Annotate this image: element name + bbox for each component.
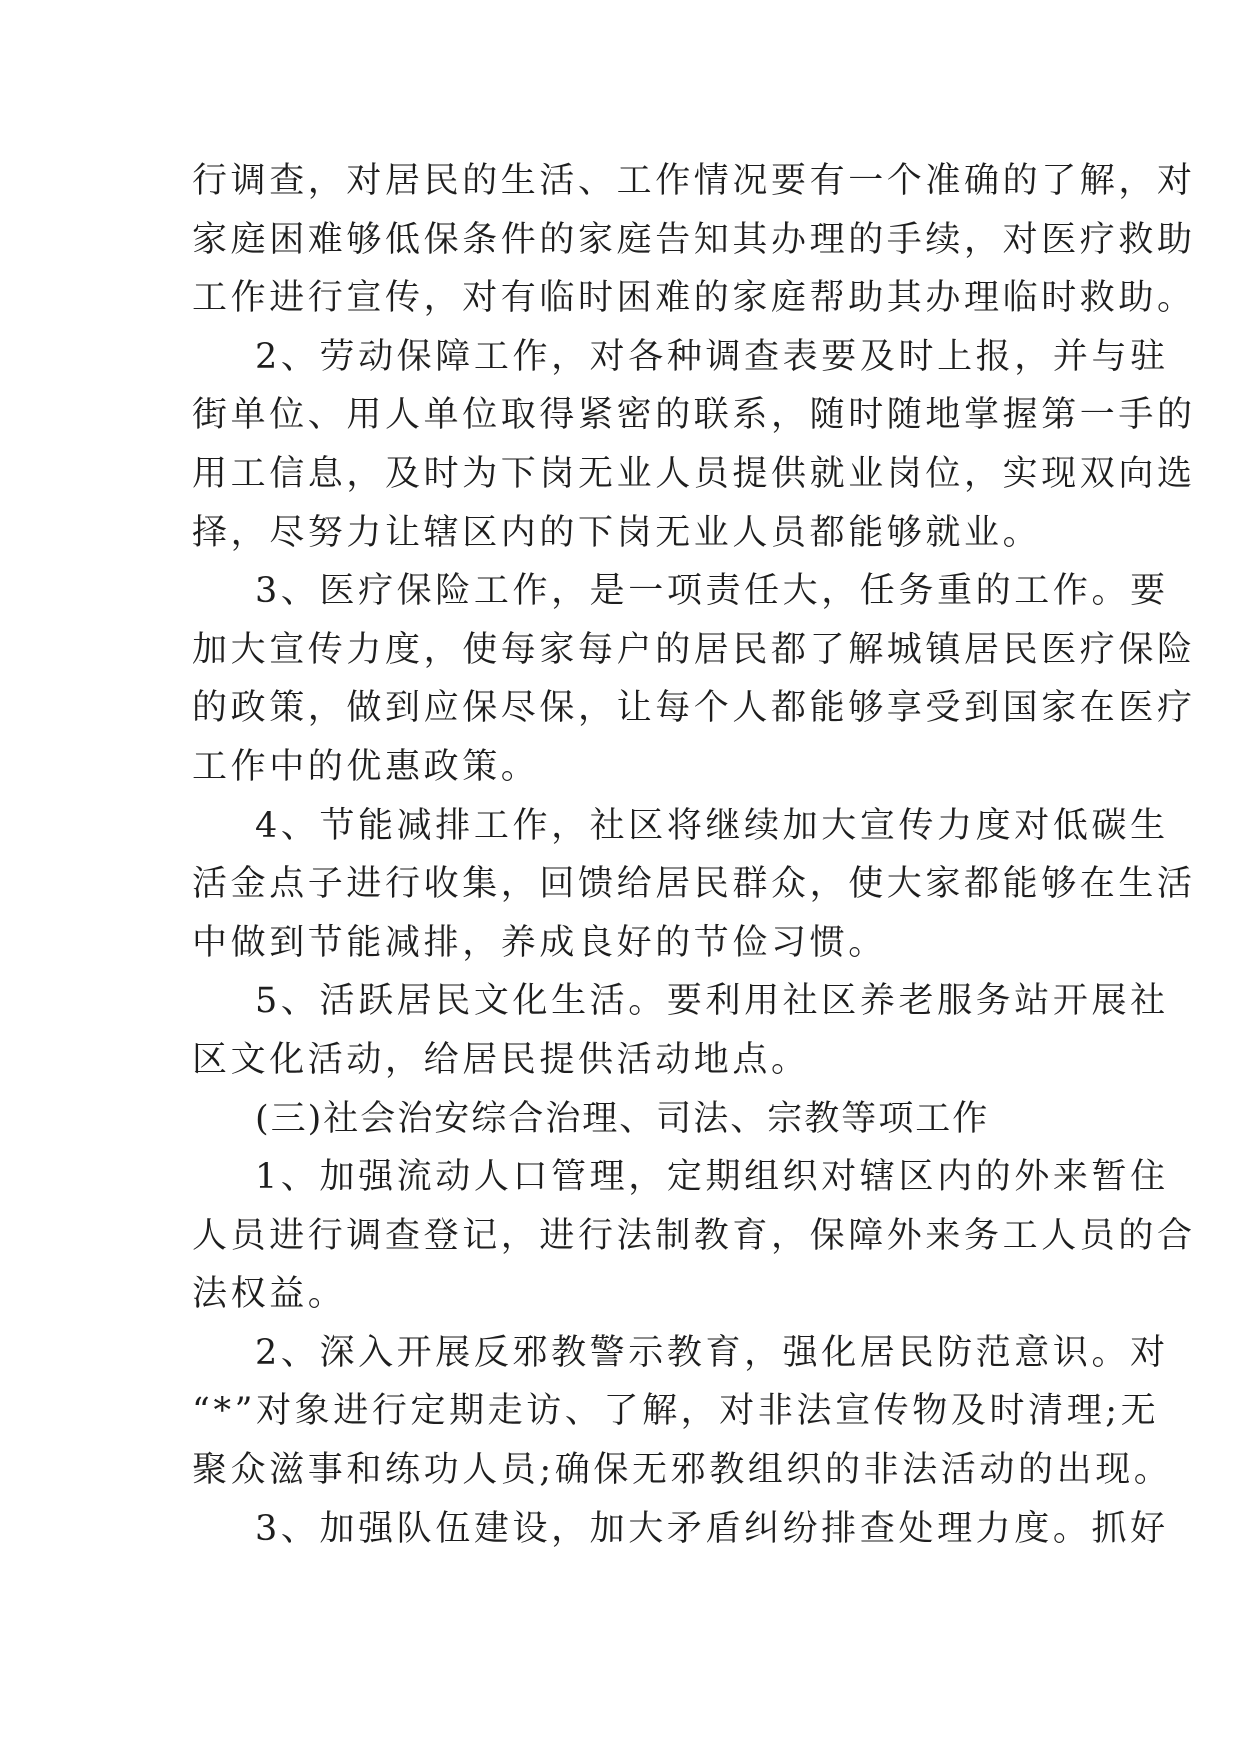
text-line: 聚众滋事和练功人员;确保无邪教组织的非法活动的出现。 [192,1450,1173,1491]
text-line: 的政策，做到应保尽保，让每个人都能够享受到国家在医疗 [192,688,1196,729]
text-line: 5、活跃居民文化生活。要利用社区养老服务站开展社 [255,981,1169,1022]
text-line: 活金点子进行收集，回馈给居民群众，使大家都能够在生活 [192,864,1196,905]
text-line: 街单位、用人单位取得紧密的联系，随时随地掌握第一手的 [192,395,1196,436]
text-line: 1、加强流动人口管理，定期组织对辖区内的外来暂住 [255,1157,1169,1198]
body-text [192,152,1196,1558]
text-line: 中做到节能减排，养成良好的节俭习惯。 [192,922,887,963]
text-line: “*”对象进行定期走访、了解，对非法宣传物及时清理;无 [192,1391,1160,1432]
text-line: 3、加强队伍建设，加大矛盾纠纷排查处理力度。抓好 [255,1508,1169,1549]
text-line: 2、深入开展反邪教警示教育，强化居民防范意识。对 [255,1332,1169,1373]
text-line: 加大宣传力度，使每家每户的居民都了解城镇居民医疗保险 [192,629,1196,670]
text-line: 择，尽努力让辖区内的下岗无业人员都能够就业。 [192,512,1042,553]
text-line: 工作中的优惠政策。 [192,746,540,787]
text-line: 法权益。 [192,1274,347,1315]
text-line: 工作进行宣传，对有临时困难的家庭帮助其办理临时救助。 [192,278,1196,319]
text-line: 3、医疗保险工作，是一项责任大，任务重的工作。要 [255,571,1169,612]
text-line: 区文化活动，给居民提供活动地点。 [192,1039,810,1080]
text-line: 4、节能减排工作，社区将继续加大宣传力度对低碳生 [255,805,1169,846]
text-line: 2、劳动保障工作，对各种调查表要及时上报，并与驻 [255,336,1169,377]
text-line: 用工信息，及时为下岗无业人员提供就业岗位，实现双向选 [192,453,1196,494]
text-line: 行调查，对居民的生活、工作情况要有一个准确的了解，对 [192,161,1196,201]
section-heading: (三)社会治安综合治理、司法、宗教等项工作 [255,1098,990,1139]
text-line: 家庭困难够低保条件的家庭告知其办理的手续，对医疗救助 [192,219,1196,260]
text-line: 人员进行调查登记，进行法制教育，保障外来务工人员的合 [192,1215,1196,1256]
